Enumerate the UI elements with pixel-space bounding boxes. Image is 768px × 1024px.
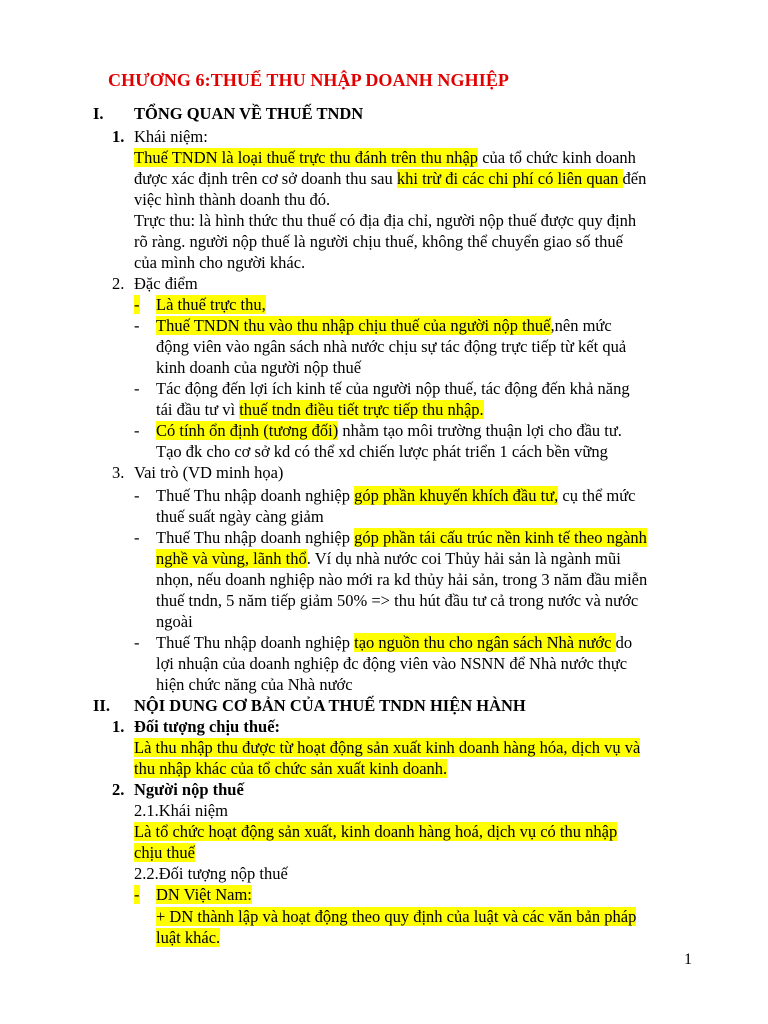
bullet-line: nhọn, nếu doanh nghiệp nào mới ra kd thủy hải sản, trong 3 năm đầu miễn: [156, 570, 648, 589]
bullet-line: động viên vào ngân sách nhà nước chịu sự tác động trực tiếp từ kết quả: [156, 337, 627, 356]
chapter-title: CHƯƠNG 6:THUẾ THU NHẬP DOANH NGHIỆP: [108, 70, 510, 90]
bullet-line: nghề và vùng, lãnh thổ. Ví dụ nhà nước coi Thủy hải sản là ngành mũi: [156, 549, 621, 568]
bullet-line: [156, 906, 636, 927]
bullet-line: Tạo đk cho cơ sở kd có thể xd chiến lược phát triển 1 cách bền vững: [156, 442, 608, 461]
sub-item-label: 2.1.Khái niệm: [134, 801, 228, 820]
paragraph-line: [134, 821, 617, 842]
section-heading: TỔNG QUAN VỀ THUẾ TNDN: [134, 104, 364, 123]
paragraph-line: [134, 737, 640, 758]
item-label: Vai trò (VD minh họa): [134, 463, 284, 482]
paragraph-line: được xác định trên cơ sở doanh thu sau khi trừ đi các chi phí có liên quan đến: [134, 169, 647, 188]
bullet-line: [156, 884, 252, 905]
paragraph-line: [134, 842, 195, 863]
bullet-line: [156, 927, 220, 948]
highlight: Là thu nhập thu được từ hoạt động sản xuất kinh doanh hàng hóa, dịch vụ và: [134, 738, 641, 757]
bullet-line: Thuế Thu nhập doanh nghiệp tạo nguồn thu cho ngân sách Nhà nước do: [156, 633, 633, 652]
bullet-line: kinh doanh của người nộp thuế: [156, 358, 362, 377]
highlight: thu nhập khác của tổ chức sản xuất kinh doanh.: [134, 759, 448, 778]
highlight: chịu thuế: [134, 843, 195, 862]
bullet-line: Tác động đến lợi ích kinh tế của người nộp thuế, tác động đến khả năng: [156, 379, 630, 398]
highlight: khi trừ đi các chi phí có liên quan: [396, 169, 623, 188]
highlight: thuế tndn điều tiết trực tiếp thu nhập.: [239, 400, 484, 419]
highlight: Thuế TNDN thu vào thu nhập chịu thuế của người nộp thuế: [156, 316, 551, 335]
item-label: Đối tượng chịu thuế:: [134, 717, 281, 736]
bullet-line: [156, 294, 266, 315]
paragraph-line: Trực thu: là hình thức thu thuế có địa địa chỉ, người nộp thuế được quy định: [134, 211, 637, 230]
paragraph-line: việc hình thành doanh thu đó.: [134, 190, 331, 209]
bullet-line: tái đầu tư vì thuế tndn điều tiết trực tiếp thu nhập.: [156, 400, 484, 419]
page-number: 1: [684, 951, 692, 968]
section-number: I.: [93, 104, 104, 123]
bullet-line: hiện chức năng của Nhà nước: [156, 675, 353, 694]
bullet-line: Có tính ổn định (tương đối) nhằm tạo môi trường thuận lợi cho đầu tư.: [156, 421, 622, 440]
bullet-line: Thuế Thu nhập doanh nghiệp góp phần khuyến khích đầu tư, cụ thể mức: [156, 486, 636, 505]
highlight: Là thuế trực thu,: [156, 295, 266, 314]
dash-bullet: -: [134, 486, 140, 505]
highlight: luật khác.: [156, 928, 221, 947]
highlight: Là tổ chức hoạt động sản xuất, kinh doanh hàng hoá, dịch vụ có thu nhập: [134, 822, 618, 841]
item-label: Người nộp thuế: [134, 780, 244, 799]
item-number: 2.: [112, 780, 125, 799]
item-label: Khái niệm:: [134, 127, 208, 146]
dash-bullet: -: [134, 379, 140, 398]
highlight: Có tính ổn định (tương đối): [156, 421, 339, 440]
item-label: Đặc điểm: [134, 274, 198, 293]
dash-bullet: -: [134, 295, 140, 314]
bullet-line: thuế tndn, 5 năm tiếp giảm 50% => thu hút đầu tư cả trong nước và nước: [156, 591, 639, 610]
paragraph-line: của mình cho người khác.: [134, 253, 306, 272]
highlight: tạo nguồn thu cho ngân sách Nhà nước: [354, 633, 616, 652]
bullet-line: Thuế Thu nhập doanh nghiệp góp phần tái cấu trúc nền kinh tế theo ngành: [156, 528, 647, 547]
dash-bullet: -: [134, 885, 140, 904]
bullet-line: lợi nhuận của doanh nghiệp đc động viên vào NSNN để Nhà nước thực: [156, 654, 628, 673]
section-number: II.: [93, 696, 110, 715]
paragraph-line: Thuế TNDN là loại thuế trực thu đánh trên thu nhập của tổ chức kinh doanh: [134, 148, 636, 167]
section-heading: NỘI DUNG CƠ BẢN CỦA THUẾ TNDN HIỆN HÀNH: [134, 696, 526, 715]
item-number: 3.: [112, 463, 125, 482]
highlight: nghề và vùng, lãnh thổ: [156, 549, 307, 568]
item-number: 1.: [112, 717, 125, 736]
bullet-line: ngoài: [156, 612, 193, 631]
item-number: 2.: [112, 274, 125, 293]
paragraph-line: [134, 758, 447, 779]
bullet-line: Thuế TNDN thu vào thu nhập chịu thuế của người nộp thuế,nên mức: [156, 316, 612, 335]
paragraph-line: rõ ràng. người nộp thuế là người chịu thuế, không thể chuyển giao số thuế: [134, 232, 623, 251]
highlight: Thuế TNDN là loại thuế trực thu đánh trên thu nhập: [134, 148, 479, 167]
dash-bullet: -: [134, 421, 140, 440]
dash-bullet: -: [134, 316, 140, 335]
bullet-line: thuế suất ngày càng giảm: [156, 507, 324, 526]
highlight: góp phần khuyến khích đầu tư,: [354, 486, 559, 505]
highlight: góp phần tái cấu trúc nền kinh tế theo ngành: [354, 528, 647, 547]
sub-item-label: 2.2.Đối tượng nộp thuế: [134, 864, 288, 883]
highlight: DN Việt Nam:: [156, 885, 252, 904]
dash-bullet: -: [134, 528, 140, 547]
highlight: + DN thành lập và hoạt động theo quy định của luật và các văn bản pháp: [156, 907, 637, 926]
item-number: 1.: [112, 127, 125, 146]
dash-bullet: -: [134, 633, 140, 652]
